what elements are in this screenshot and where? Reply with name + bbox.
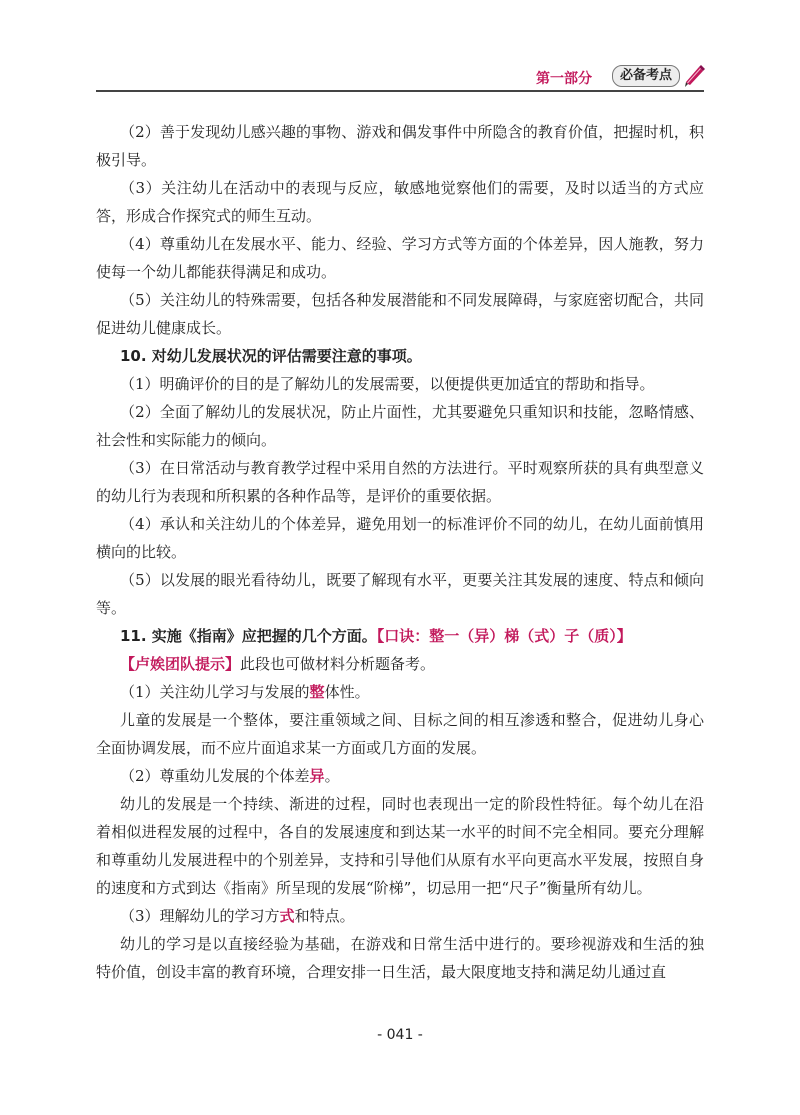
subheading	[96, 678, 704, 706]
subheading-text: （3）理解幼儿的学习方	[120, 907, 280, 925]
paragraph: （1）明确评价的目的是了解幼儿的发展需要，以便提供更加适宜的帮助和指导。	[120, 375, 655, 393]
pencil-icon	[682, 62, 706, 88]
heading-text: 11. 实施《指南》应把握的几个方面。	[120, 627, 377, 645]
header-divider	[96, 90, 704, 92]
keyword: 异	[309, 767, 325, 785]
paragraph: （4）承认和关注幼儿的个体差异，避免用划一的标准评价不同的幼儿，在幼儿面前慎用横向的比较。	[96, 515, 704, 561]
subheading-text: （1）关注幼儿学习与发展的	[120, 683, 310, 701]
paragraph: 幼儿的学习是以直接经验为基础，在游戏和日常生活中进行的。要珍视游戏和生活的独特价值，创设丰富的教育环境，合理安排一日生活，最大限度地支持和满足幼儿通过直	[96, 935, 704, 981]
subheading-text: （2）尊重幼儿发展的个体差	[120, 767, 310, 785]
subheading	[96, 902, 704, 930]
team-note	[96, 650, 704, 678]
note-label: 【卢娭团队提示】	[120, 655, 241, 673]
paragraph: （3）关注幼儿在活动中的表现与反应，敏感地觉察他们的需要，及时以适当的方式应答，形成合作探究式的师生互动。	[96, 179, 704, 225]
paragraph: （3）在日常活动与教育教学过程中采用自然的方法进行。平时观察所获的具有典型意义的幼儿行为表现和所积累的各种作品等，是评价的重要依据。	[96, 459, 704, 505]
mnemonic: 【口诀：整一（异）梯（式）子（质）】	[376, 627, 632, 645]
paragraph: （2）善于发现幼儿感兴趣的事物、游戏和偶发事件中所隐含的教育价值，把握时机，积极引导。	[96, 123, 704, 169]
paragraph: （5）以发展的眼光看待幼儿，既要了解现有水平，更要关注其发展的速度、特点和倾向等。	[96, 571, 704, 617]
page-content	[96, 118, 704, 986]
subheading-text: 体性。	[324, 683, 370, 701]
note-text: 此段也可做材料分析题备考。	[240, 655, 436, 673]
paragraph: （2）全面了解幼儿的发展状况，防止片面性，尤其要避免只重知识和技能，忽略情感、社会性和实际能力的倾向。	[96, 403, 704, 449]
page-header	[96, 62, 704, 92]
page-number: - 041 -	[377, 1027, 423, 1043]
keyword: 式	[279, 907, 295, 925]
subheading-text: 和特点。	[294, 907, 355, 925]
paragraph: 幼儿的发展是一个持续、渐进的过程，同时也表现出一定的阶段性特征。每个幼儿在沿着相似进程发展的过程中，各自的发展速度和到达某一水平的时间不完全相同。要充分理解和尊重幼儿发展进程中的个别差异，支持和引导他们从原有水平向更高水平发展，按照自身的速度和方式到达《指南》所呈现的发展“阶梯”，切忌用一把“尺子”衡量所有幼儿。	[96, 795, 704, 897]
subheading	[96, 762, 704, 790]
paragraph: （4）尊重幼儿在发展水平、能力、经验、学习方式等方面的个体差异，因人施教，努力使每一个幼儿都能获得满足和成功。	[96, 235, 704, 281]
section-label: 第一部分	[536, 71, 592, 87]
section-heading-10: 10. 对幼儿发展状况的评估需要注意的事项。	[120, 347, 422, 365]
keyword: 整	[309, 683, 325, 701]
paragraph: 儿童的发展是一个整体，要注重领域之间、目标之间的相互渗透和整合，促进幼儿身心全面协调发展，而不应片面追求某一方面或几方面的发展。	[96, 711, 704, 757]
paragraph: （5）关注幼儿的特殊需要，包括各种发展潜能和不同发展障碍，与家庭密切配合，共同促进幼儿健康成长。	[96, 291, 704, 337]
section-badge: 必备考点	[612, 65, 680, 87]
section-heading-11	[96, 622, 704, 650]
subheading-text: 。	[324, 767, 340, 785]
